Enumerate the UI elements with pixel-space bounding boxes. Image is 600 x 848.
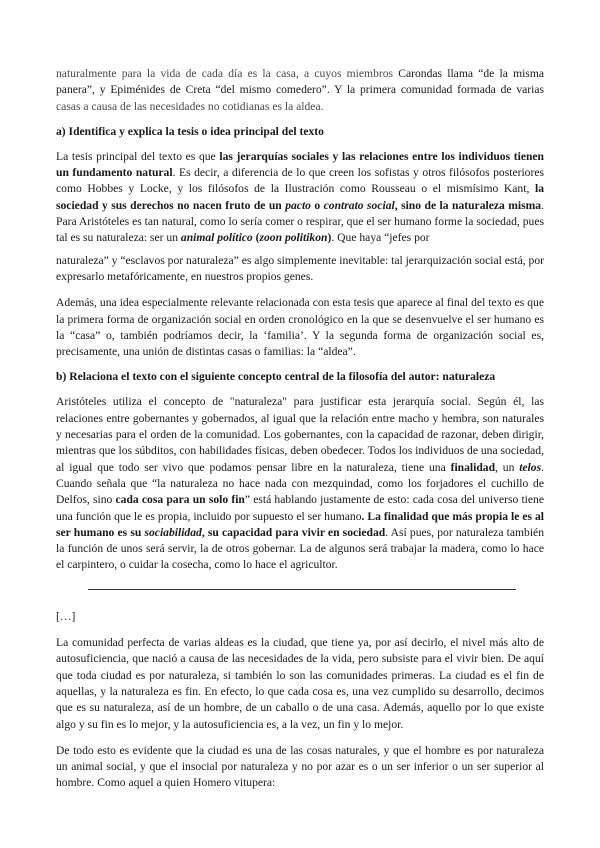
- text-run: Además, una idea especialmente relevante relacionada con esta tesis que aparece al final del texto es que la primera forma de organización social en orden cronológico en la que se desenvuelve el ser humano es la “casa” o, también podríamos decir, la ‘familia’. Y la segunda forma de organización social es, precisamente, una unión de distintas casas o familias: la “aldea”.: [56, 296, 544, 359]
- text-run: naturalmente para la vida de cada día es la casa, a cuyos miembros: [56, 67, 399, 80]
- bold-italic-run: contrato social: [323, 198, 395, 212]
- question-b-heading: b) Relaciona el texto con el siguiente concepto central de la filosofía del autor: naturaleza: [56, 370, 496, 384]
- bold-run: finalidad: [450, 460, 496, 474]
- text-run: La comunidad perfecta de varias aldeas es la ciudad, que tiene ya, por así decirlo, el nivel más alto de autosuficiencia, que nació a causa de las necesidades de la vida, pero subsiste para el vivir bien. De aquí que toda ciudad es por naturaleza, si también lo son las comunidades primeras. La ciudad es el fin de aquellas, y la naturaleza es fin. En efecto, lo que cada cosa es, una vez cumplido su desarrollo, decimos que es su naturaleza, así de un hombre, de un caballo o de una casa. Además, aquello por lo que existe algo y su fin es lo mejor, y la autosuficiencia es, a la vez, un fin y lo mejor.: [56, 636, 544, 731]
- text-run: . Que haya “jefes por: [331, 231, 430, 245]
- paragraph-thesis: [56, 149, 544, 247]
- bold-run: la sociedad y sus derechos no nacen fruto de un: [56, 182, 544, 212]
- text-run: . Para Aristóteles es tan natural, como lo sería comer o respirar, que el ser humano forme la sociedad, pues tal es su naturaleza: ser un: [56, 198, 545, 245]
- text-run: . Así pues, por naturaleza también la función de unos será servir, la de otros gobernar. La de algunos será trabajar la madera, como lo hace el carpintero, o cuidar la cosecha, como lo hace el agricultor.: [56, 525, 544, 572]
- bold-run: , su capacidad para vivir en sociedad: [201, 525, 386, 539]
- ellipsis-marker: […]: [56, 609, 76, 623]
- paragraph-intro: [56, 66, 544, 115]
- bold-run: ): [327, 231, 332, 245]
- text-run: naturaleza” y “esclavos por naturaleza” es algo simplemente inevitable: tal jerarquización social está, por expresarlo metafóricamente, en nuestros propios genes.: [56, 253, 545, 283]
- document-body: [56, 66, 544, 792]
- bold-run: cada cosa para un solo fin: [115, 493, 245, 507]
- bold-italic-run: zoon politikon: [259, 231, 328, 245]
- horizontal-divider: [88, 589, 516, 590]
- text-run: Aristóteles utiliza el concepto de "naturaleza" para justificar esta jerarquía social. Según él, las relaciones entre gobernantes y gobernados, al igual que la relación entre macho y hembra, son naturales y necesarias para el orden de la comunidad. Los gobernantes, con la capacidad de razonar, deben dirigir, mientras que los súbditos, con habilidades físicas, deben obedecer. Todos los individuos de una sociedad, al igual que todo ser vivo que podamos pensar libre en la naturaleza, tiene una: [56, 395, 544, 474]
- paragraph-family: [56, 295, 544, 360]
- paragraph-thesis-continued: [56, 253, 544, 286]
- bold-run: o: [310, 198, 324, 212]
- paragraph-quote-city: [56, 635, 544, 733]
- bold-run: , sino de la naturaleza misma: [394, 198, 542, 212]
- text-run: La tesis principal del texto es que: [56, 149, 220, 163]
- text-run: . Cuando señala que “la naturaleza no hace nada con mezquindad, como los forjadores el cuchillo de Delfos, sino: [56, 460, 544, 507]
- paragraph-quote-social-animal: [56, 743, 544, 792]
- paragraph-nature: [56, 394, 544, 573]
- bold-italic-run: telos: [519, 460, 542, 474]
- bold-run: (: [252, 231, 260, 245]
- text-run: , un: [495, 460, 520, 474]
- text-run: casas a causa de las necesidades no cotidianas es la aldea.: [56, 99, 324, 113]
- text-run: . Es decir, a diferencia de lo que creen los sofistas y otros filósofos posteriores como Hobbes y Locke, y los filósofos de la Ilustración como Rousseau o el mismísimo Kant,: [56, 166, 545, 196]
- question-a-heading: a) Identifica y explica la tesis o idea principal del texto: [56, 124, 324, 138]
- bold-italic-run: pacto: [285, 198, 311, 212]
- text-run: ” está hablando justamente de esto: cada cosa del universo tiene una función que le es propia, incluido por supuesto el ser humano: [56, 493, 544, 523]
- bold-italic-run: sociabilidad: [144, 525, 202, 539]
- bold-run: las jerarquías sociales y las relaciones entre los individuos tienen un fundamento natural: [56, 149, 545, 180]
- bold-run: . La finalidad que más propia le es al ser humano es su: [56, 509, 544, 539]
- text-run: De todo esto es evidente que la ciudad es una de las cosas naturales, y que el hombre es por naturaleza un animal social, y que el insocial por naturaleza y no por azar es o un ser inferior o un ser superior al hombre. Como aquel a quien Homero vitupera:: [56, 743, 544, 790]
- text-run: Carondas llama “de la misma panera”, y Epiménides de Creta “del mismo comedero”. Y la primera comunidad formada de varias: [56, 67, 544, 97]
- bold-italic-run: animal político: [180, 231, 253, 245]
